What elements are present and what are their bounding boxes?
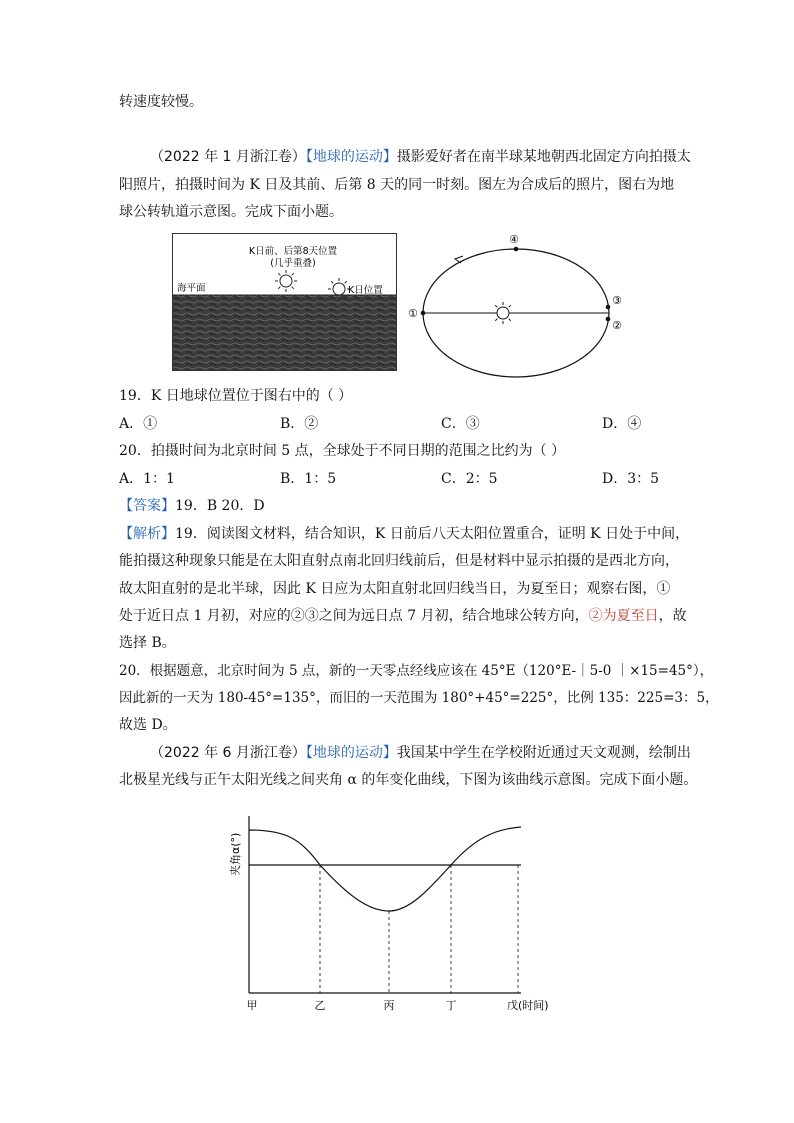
analysis-line-6: 20．根据题意，北京时间为 5 点，新的一天零点经线应该在 45°E（120°E-｜5-0 ｜×15=45°）， [119,663,714,679]
source-label: （2022 年 1 月浙江卷） [150,149,306,165]
analysis-text: ，故 [658,608,687,624]
x-tick-label: 乙 [314,999,326,1012]
k-day-label: K日位置 [348,285,383,296]
q20-option-d: D．3：5 [602,471,660,487]
angle-curve-chart [225,808,575,1018]
q20-option-a: A．1：1 [119,471,175,487]
point-label-2: ② [612,319,622,332]
analysis-line-2: 能拍摄这种现象只能是在太阳直射点南北回归线前后，但是材料中显示拍摄的是西北方向， [119,553,679,569]
answer-line [119,496,265,516]
orbit-point [514,247,519,252]
point-label-4: ④ [509,233,519,246]
angle-curve [249,827,521,911]
question2-intro-1 [150,743,691,763]
q20-stem: 20．拍摄时间为北京时间 5 点，全球处于不同日期的范围之比约为（ ） [119,443,566,459]
q20-option-c: C．2：5 [441,471,498,487]
analysis-line-3: 故太阳直射的是北半球，因此 K 日应为太阳直射北回归线当日，为夏至日；观察右图，① [119,581,671,597]
answer-tag: 【答案】 [119,498,175,514]
question2-intro-2: 北极星光线与正午太阳光线之间夹角 α 的年变化曲线，下图为该曲线示意图。完成下面小题。 [119,772,698,788]
x-tick-label: 丙 [383,999,395,1012]
photo-label-top2: (几乎重叠) [270,258,316,269]
sea-level-label: 海平面 [177,283,206,294]
question-intro-1 [150,147,691,167]
question-intro-2: 阳照片，拍摄时间为 K 日及其前、后第 8 天的同一时刻。图左为合成后的照片，图右为地 [119,177,675,193]
q19-option-b: B．② [280,416,319,432]
intro-text: 我国某中学生在学校附近通过天文观测，绘制出 [396,745,691,761]
orbit-point [606,305,611,310]
source-label: （2022 年 6 月浙江卷） [150,745,306,761]
y-axis-label: 夹角α(°) [229,832,242,876]
photo-label-top1: K日前、后第8天位置 [248,246,338,257]
q19-option-c: C．③ [441,416,480,432]
q19-stem: 19．K 日地球位置位于图右中的（ ） [119,388,353,404]
sea-surface [173,295,396,370]
q20-option-b: B．1：5 [280,471,337,487]
orbit-diagram [405,230,635,378]
highlight-text: ②为夏至日 [588,608,659,624]
q19-option-a: A．① [119,416,158,432]
analysis-tag: 【解析】 [119,526,175,542]
answer-text: 19．B 20．D [175,498,265,514]
x-tick-label: 甲 [246,999,258,1012]
direction-arrow-icon [455,256,463,263]
analysis-line-4 [119,606,687,626]
analysis-line-8: 故选 D。 [119,717,177,733]
point-label-1: ① [408,307,418,320]
orbit-point [421,311,426,316]
topic-tag: 【地球的运动】 [305,745,397,761]
topic-tag: 【地球的运动】 [305,149,397,165]
analysis-line-1 [119,524,689,544]
prev-line: 转速度较慢。 [119,94,203,110]
x-tick-label: 戊(时间) [507,999,549,1012]
x-tick-label: 丁 [445,999,457,1012]
analysis-text: 处于近日点 1 月初，对应的②③之间为远日点 7 月初，结合地球公转方向， [119,608,589,624]
point-label-3: ③ [612,294,622,307]
sun-photo-figure [172,233,397,371]
analysis-line-5: 选择 B。 [119,635,176,651]
orbit-point [606,317,611,322]
question-intro-3: 球公转轨道示意图。完成下面小题。 [119,204,343,220]
intro-text: 摄影爱好者在南半球某地朝西北固定方向拍摄太 [396,149,691,165]
analysis-text: 19．阅读图文材料，结合知识，K 日前后八天太阳位置重合，证明 K 日处于中间， [175,526,690,542]
q19-option-d: D．④ [602,416,642,432]
analysis-line-7: 因此新的一天为 180-45°=135°，而旧的一天范围为 180°+45°=225°，比例 135：225=3：5， [119,690,719,706]
